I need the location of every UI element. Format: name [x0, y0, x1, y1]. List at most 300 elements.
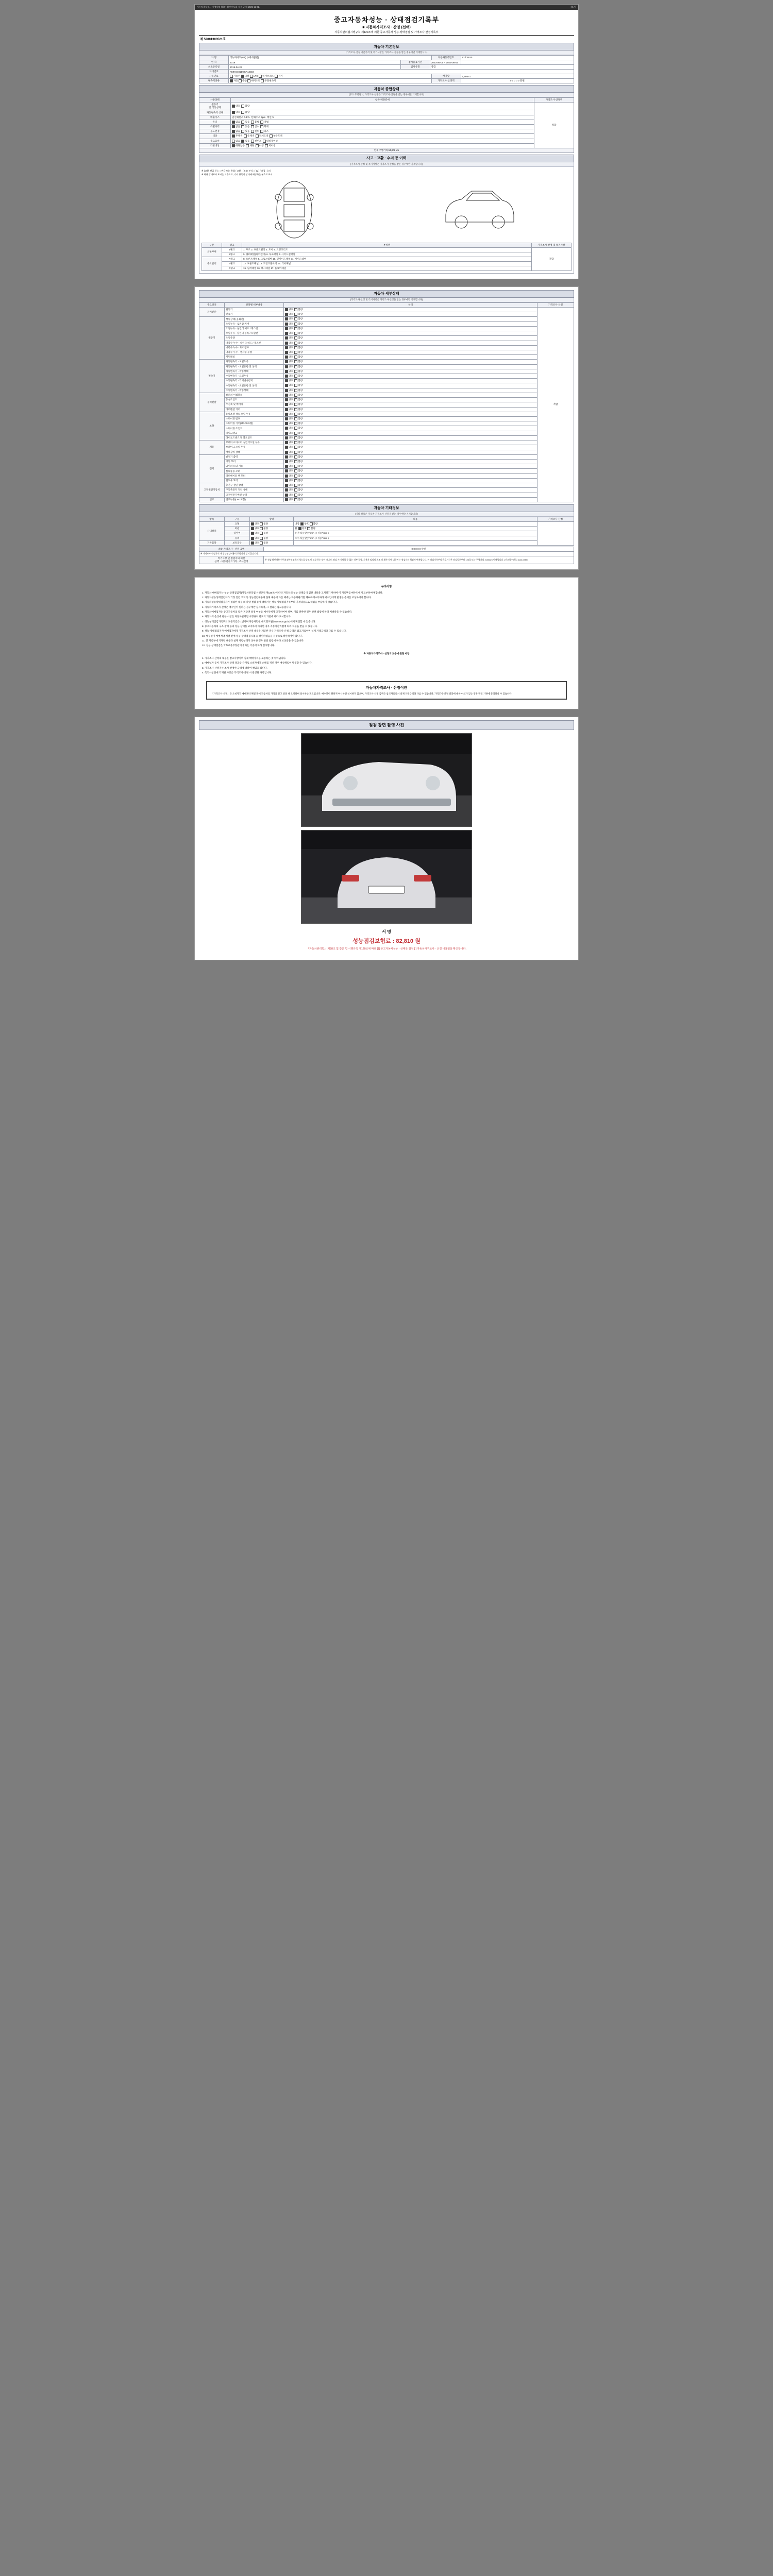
detail-item-state: 양호 불량 [284, 402, 537, 407]
etc-content [294, 540, 537, 545]
checkbox-bad[interactable] [294, 351, 297, 354]
red-box-body: 「가격조사·산정」은 소비자가 매매계약 체결 전에 자동차의 가격을 알고 싶을 때 요청하여 실시하는 제도입니다. 매수인이 원하지 아니하면 실시하지 않으며, 가격조사·산정 금액은 참고자료로서 실제 거래금액과 다를 수 있습니다. 가격조사·산정 결과에 대한 이의가 있는 경우 관련 기관에 문의하실 수 있습니다. [211, 692, 512, 695]
checkbox-good[interactable] [285, 498, 288, 501]
red-box [206, 681, 567, 700]
detail-group-6: 전기 [199, 454, 225, 483]
checkbox-good[interactable] [285, 403, 288, 406]
table-row [199, 407, 574, 412]
opt-yes-8: 해당 [249, 144, 255, 147]
checkbox-trans-state-bad[interactable] [241, 111, 244, 114]
checkbox-bad[interactable] [294, 455, 297, 459]
photo-front [301, 733, 472, 827]
checkbox-bad[interactable] [294, 308, 297, 311]
detail-item-label: 등속조인트 [225, 398, 284, 402]
notice-sub-item-2: 2. 매매업자 등이 가격조사·산정 결과를 근거로 소비자에게 손해를 끼친 경우 배상책임이 발생할 수 있습니다. [202, 662, 313, 665]
window-title-right: [보기] [570, 6, 576, 8]
table-row [199, 398, 574, 402]
checkbox-bad[interactable] [260, 527, 263, 530]
checkbox-tuning-legal[interactable] [260, 121, 263, 124]
etc-sub-label: 유리 [225, 536, 250, 540]
detail-item-state: 양호 불량 [284, 345, 537, 350]
checkbox-bad[interactable] [260, 532, 263, 535]
emission-co: 일산화탄소 [232, 115, 244, 118]
table-row [199, 393, 574, 397]
detail-group-0: 자기진단 [199, 307, 225, 316]
checkbox-good[interactable] [285, 332, 288, 335]
checkbox-good[interactable] [285, 355, 288, 359]
checkbox-bad[interactable] [294, 403, 297, 406]
checkbox-bad[interactable] [294, 394, 297, 397]
detail-group-4: 조향 [199, 412, 225, 440]
checkbox-fuel-gasoline[interactable] [230, 75, 233, 78]
checkbox-good[interactable] [285, 379, 288, 382]
detail-item-label: 오일유량 [225, 336, 284, 341]
total-row-0-opts [231, 103, 534, 110]
etc-content: 휠 양호 불량 [294, 527, 537, 531]
price-label: 최종 가격조사 · 산정 금액 [199, 547, 264, 552]
table-row [199, 312, 574, 317]
checkbox-good[interactable] [285, 370, 288, 373]
confirm-text: 『자동차관리법』 제58조 및 같은 법 시행규칙 제120조에 따라 [1] 중고자동차성능 · 상태를 점검 [ ] 자동차가격조사 · 산정 내용임을 확인합니다. [307, 947, 466, 951]
checkbox-good[interactable] [285, 398, 288, 401]
etc-sub-label: 외관 [225, 527, 250, 531]
checkbox-bad[interactable] [294, 422, 297, 425]
checkbox-good[interactable] [285, 375, 288, 378]
notice-item-10: 11. 본 기록부에 기재된 내용과 실제 차량상태가 상이한 경우 관련 법령에 따라 보상받을 수 있습니다. [202, 639, 305, 642]
notice-item-2: 3. 자동차성능상태점검자가 점검한 내용 외 차량 결함 등에 대해서는 성능·상태점검기록부의 기재내용으로 책임을 부담하지 않습니다. [202, 601, 338, 604]
detail-item-state: 양호 불량 [284, 360, 537, 364]
checkbox-history-fire[interactable] [260, 125, 263, 128]
etc-content: 내장 양호 불량 [294, 521, 537, 526]
checkbox-history-yes[interactable] [241, 125, 244, 128]
checkbox-bad[interactable] [294, 432, 297, 435]
table-row [199, 331, 574, 336]
table-row [199, 421, 574, 426]
bottom-left-label [199, 556, 264, 564]
document-page [0, 4, 773, 960]
notice-item-4: 5. 자동차매매업자는 중고자동차의 압류·저당권 설정 여부를 매수인에게 고지하여야 하며, 이를 위반한 경우 관련 법령에 따라 처벌받을 수 있습니다. [202, 611, 352, 614]
checkbox-good[interactable] [285, 474, 288, 478]
car-name-value: 더뉴파사트(GT) (4세대클럽) [229, 56, 432, 60]
detail-item-state: 양호 불량 [284, 493, 537, 497]
etc-note [537, 521, 574, 545]
checkbox-good-2[interactable] [298, 527, 301, 530]
checkbox-good[interactable] [285, 351, 288, 354]
title-divider [199, 35, 574, 36]
checkbox-bad[interactable] [294, 427, 297, 430]
total-row-8-opts [231, 143, 534, 148]
trans-options [229, 79, 432, 83]
notice-sub-list [202, 652, 571, 675]
section-photo-header: 점검 장면 촬영 사진 [199, 720, 574, 730]
checkbox-bad[interactable] [294, 398, 297, 401]
trans-opt-3: 무단변속기 [264, 79, 276, 82]
checkbox-usage-yes[interactable] [241, 130, 244, 133]
checkbox-good[interactable] [285, 432, 288, 435]
detail-item-state: 양호 불량 [284, 440, 537, 445]
checkbox-good[interactable] [285, 413, 288, 416]
detail-item-label: 추진축 및 베어링 [225, 402, 284, 407]
etc-table [199, 517, 574, 546]
checkbox-tuning-yes[interactable] [241, 121, 244, 124]
checkbox-history-flood[interactable] [251, 125, 254, 128]
fuel-label: 사용연료 [199, 74, 229, 79]
checkbox-bad[interactable] [294, 408, 297, 411]
car-diagram-row [201, 177, 572, 243]
checkbox-bad[interactable] [294, 342, 297, 345]
checkbox-recall-yes[interactable] [246, 144, 249, 147]
checkbox-good[interactable] [285, 360, 288, 363]
checkbox-good[interactable] [285, 465, 288, 468]
checkbox-good[interactable] [285, 427, 288, 430]
checkbox-tuning-none[interactable] [232, 121, 235, 124]
checkbox-bad[interactable] [260, 541, 263, 545]
checkbox-bad[interactable] [294, 336, 297, 340]
checkbox-trans-cvt[interactable] [261, 79, 264, 82]
checkbox-bad[interactable] [294, 360, 297, 363]
checkbox-color-mono[interactable] [232, 134, 235, 138]
checkbox-good[interactable] [285, 488, 288, 492]
etc-head-0: 항목 [199, 517, 225, 521]
detail-item-state: 양호 불량 [284, 364, 537, 369]
detail-item-label: 자동변속기 - 오일누유 [225, 360, 284, 364]
checkbox-bad[interactable] [294, 465, 297, 468]
checkbox-good[interactable] [285, 469, 288, 472]
checkbox-good[interactable] [251, 527, 254, 530]
detail-item-state: 양호 불량 [284, 412, 537, 416]
checkbox-bad-2[interactable] [310, 522, 313, 526]
checkbox-bad[interactable] [260, 537, 263, 540]
inner-rank-1: B랭크 [222, 261, 242, 266]
detail-item-label: 자동변속기 - 오일유량 및 상태 [225, 364, 284, 369]
checkbox-fuel-lpg[interactable] [250, 75, 253, 78]
table-row [199, 450, 574, 454]
etc-state: 양호 불량 [250, 540, 294, 545]
detail-item-label: 자동변속기 - 작동상태 [225, 369, 284, 374]
checkbox-bad[interactable] [294, 474, 297, 478]
notice-list [202, 591, 571, 648]
checkbox-good[interactable] [285, 408, 288, 411]
checkbox-bad[interactable] [294, 375, 297, 378]
table-row [199, 321, 574, 326]
detail-item-label: 동력조향 작동 오일 누유 [225, 412, 284, 416]
checkbox-bad[interactable] [294, 389, 297, 392]
opt-yes-5: 있음 [245, 130, 250, 133]
checkbox-option-navi[interactable] [263, 140, 266, 143]
table-row [199, 531, 574, 536]
fuel-opt-0: 가솔린 [233, 75, 241, 78]
checkbox-bad[interactable] [294, 441, 297, 444]
checkbox-bad[interactable] [294, 488, 297, 492]
opt-legal: 적법 [264, 120, 269, 123]
checkbox-fuel-ev[interactable] [275, 75, 278, 78]
checkbox-bad[interactable] [294, 355, 297, 359]
checkbox-bad[interactable] [294, 370, 297, 373]
checkbox-good-2[interactable] [300, 522, 304, 526]
checkbox-bad[interactable] [294, 417, 297, 420]
detail-head-2: 상태 [284, 302, 537, 307]
detail-item-label: 디퍼렌셜 기어 [225, 407, 284, 412]
checkbox-good[interactable] [251, 532, 254, 535]
accident-head-0: 구분 [202, 243, 222, 247]
trans-opt-1: 수동 [242, 79, 247, 82]
car-diagram-right [441, 179, 518, 241]
checkbox-trans-semi[interactable] [247, 79, 250, 82]
checkbox-good[interactable] [285, 460, 288, 463]
detail-item-state: 양호 불량 [284, 321, 537, 326]
detail-item-state: 양호 불량 [284, 398, 537, 402]
etc-content: 조수석( ) 앞( 7 mm ) / 뒤( 7 mm ) [294, 536, 537, 540]
checkbox-fuel-hybrid[interactable] [259, 75, 262, 78]
total-note-cell: 적합 [534, 103, 574, 148]
opt-lease: 리스 [264, 130, 269, 133]
total-head-1: 항목/해당칸에 [231, 98, 534, 103]
detail-item-label: 작동상태 (공회전) [225, 317, 284, 321]
checkbox-usage-none[interactable] [232, 130, 235, 133]
checkbox-bad[interactable] [294, 327, 297, 330]
etc-state: 양호 불량 [250, 521, 294, 526]
checkbox-color-partial[interactable] [270, 134, 273, 138]
checkbox-good[interactable] [285, 313, 288, 316]
checkbox-bad[interactable] [294, 479, 297, 482]
accident-right-value: 적합 [532, 247, 572, 270]
table-row [199, 369, 574, 374]
checkbox-good[interactable] [285, 394, 288, 397]
table-row [199, 483, 574, 488]
detail-item-state: 양호 불량 [284, 459, 537, 464]
bottom-text: 본 점검 확인내용 단락요정사인정객의 성능을 담보 및 보증하는 것이 아니며, 점검 시 식별할 수 없는 내부 결함, 사용자 임의의 개조 및 훼손 등에 대하여는 점검자의 책임이 면제됩니다. 본 점검기록부의 유효기간은 점검일로부터 120일 또는 주행거리 2,000km 이내입니다. (신고접수번호 1644-0955) [264, 556, 574, 564]
checkbox-option-yes[interactable] [241, 140, 244, 143]
year-value: 2019 [229, 60, 401, 65]
checkbox-bad[interactable] [294, 484, 297, 487]
notice-item-5: 6. 자동차의 손상에 관한 사항은 자동차관리법 시행규칙 별표의 기준에 따라 표시합니다. [202, 615, 292, 618]
checkbox-good[interactable] [285, 484, 288, 487]
checkbox-trans-manual[interactable] [239, 79, 242, 82]
checkbox-bad-2[interactable] [307, 527, 310, 530]
checkbox-tuning-illegal[interactable] [251, 121, 254, 124]
detail-item-state: 양호 불량 [284, 445, 537, 450]
checkbox-color-chroma[interactable] [244, 134, 247, 138]
year-label: 연 식 [199, 60, 229, 65]
table-row [199, 417, 574, 421]
notice-item-6: 7. 성능상태점검기록부의 보존기간은 1년이며 자동차민원 대국민포털(www.ecar.go.kr)에서 확인할 수 있습니다. [202, 620, 316, 623]
checkbox-good[interactable] [251, 541, 254, 545]
checkbox-good[interactable] [285, 451, 288, 454]
checkbox-color-full[interactable] [256, 134, 259, 138]
checkbox-good[interactable] [285, 342, 288, 345]
checkbox-bad[interactable] [294, 346, 297, 349]
opt-illegal: 불법 [254, 120, 259, 123]
checkbox-recall-done[interactable] [256, 144, 259, 147]
section-etc-header: 자동차 기타정보 [199, 504, 574, 512]
total-row-8-name: 리콜대상 [199, 143, 231, 148]
opt-bad: 불량 [245, 105, 250, 108]
checkbox-usage-lease[interactable] [260, 130, 263, 133]
opt-sunroof: 썬루프 [254, 139, 262, 142]
inspection-fee: 성능점검보험료 : 82,810 원 [352, 938, 421, 944]
detail-item-state: 양호 불량 [284, 421, 537, 426]
page-subtitle2: 자동차관리법시행규칙 제120조에 의한 중고자동차 성능·상태점검 및 가격조사·산정기록부 [334, 31, 439, 34]
detail-group-1: 원동기 [199, 317, 225, 360]
table-row [199, 431, 574, 435]
notice-sub-item-0: ※ 자동차가격조사 · 산정의 보증에 관한 사항 [363, 652, 410, 655]
inner-text-0: 8. 프론트패널 9. 크로스멤버 10. 인사이드패널 11. 사이드멤버 [242, 257, 532, 261]
table-row [199, 412, 574, 416]
accident-note-1: ※ (교환, 판금 등) ○ : 판금 또는 용접 / 교환 : ( X ) / 부식 : ( W ) / 흠집 : ( A ) [201, 169, 271, 172]
checkbox-bad[interactable] [294, 498, 297, 501]
checkbox-engine-good[interactable] [232, 105, 235, 108]
accident-right-label: 가격조사·산정 및 특기사항 [532, 243, 572, 247]
total-row-6-opts [231, 134, 534, 139]
checkbox-good[interactable] [285, 479, 288, 482]
table-row [199, 488, 574, 493]
checkbox-bad[interactable] [294, 413, 297, 416]
checkbox-bad[interactable] [294, 446, 297, 449]
detail-item-label: 브레이크 마스터 실린더오일 누유 [225, 440, 284, 445]
checkbox-bad[interactable] [294, 317, 297, 320]
checkbox-bad[interactable] [294, 365, 297, 368]
checkbox-option-none[interactable] [232, 140, 235, 143]
accident-note-2: ※ 하단 상태표시 표시는 기준으로, 기타 항목의 상태에 해당하는 부호로 표시 [201, 173, 273, 176]
checkbox-good[interactable] [285, 308, 288, 311]
detail-item-state: 양호 불량 [284, 473, 537, 478]
notice-item-1: 2. 자동차성능상태점검자가 거짓 점검 고지 등 성능점검내용과 실제 내용이 다를 때에는 자동차관리법 제58조의4에 따라 매수인에게 발생한 손해를 보상하여야 합니다. [202, 596, 372, 599]
checkbox-bad[interactable] [260, 522, 263, 526]
opt-na: 해당없음 [236, 144, 245, 147]
checkbox-good[interactable] [251, 537, 254, 540]
detail-item-state: 양호 불량 [284, 331, 537, 336]
checkbox-good[interactable] [285, 365, 288, 368]
sheet-3 [194, 577, 579, 709]
table-row [199, 440, 574, 445]
checkbox-good[interactable] [285, 436, 288, 439]
checkbox-engine-bad[interactable] [241, 105, 244, 108]
section-accident-sub: (가격조사·산정 및 특기사항은 가격조사·산정을 받는 경우에만 기재합니다) [199, 162, 574, 167]
table-row [199, 435, 574, 440]
checkbox-recall-notdone[interactable] [265, 144, 268, 147]
checkbox-good[interactable] [285, 336, 288, 340]
table-row [199, 473, 574, 478]
detail-state-table [199, 302, 574, 502]
etc-state: 양호 불량 [250, 536, 294, 540]
table-row [199, 459, 574, 464]
checkbox-usage-rent[interactable] [251, 130, 254, 133]
car-name-label: 차 명 [199, 56, 229, 60]
detail-item-label: 오일누유 - 실린더 헤드 / 개스킷 [225, 326, 284, 331]
checkbox-bad[interactable] [294, 379, 297, 382]
detail-group-2: 변속기 [199, 360, 225, 393]
checkbox-good[interactable] [285, 494, 288, 497]
etc-group-basic: 기본품목 [199, 540, 225, 545]
emission-co-val: 0.17L [244, 115, 250, 118]
total-row-7-opts [231, 139, 534, 143]
car-diagram-left [256, 179, 333, 241]
table-row [199, 540, 574, 545]
section-detail-sub: (가격조사·산정 및 특기사항은 가격조사·산정을 받는 경우에만 기재합니다) [199, 298, 574, 302]
checkbox-good[interactable] [285, 446, 288, 449]
emission-smoke: 매연 [266, 115, 272, 118]
total-row-3-name: 튜닝 [199, 120, 231, 124]
detail-item-label: 스티어링 펌프 [225, 417, 284, 421]
checkbox-good[interactable] [285, 384, 288, 387]
checkbox-good[interactable] [285, 455, 288, 459]
checkbox-good[interactable] [285, 389, 288, 392]
detail-head-0: 주요장치 [199, 302, 225, 307]
checkbox-bad[interactable] [294, 323, 297, 326]
type-value: 종합 [430, 65, 574, 70]
signature-label: 서 명 [382, 929, 391, 934]
notice-block [199, 581, 574, 676]
table-row [199, 536, 574, 540]
outer-text-1: 5. 쿼터패널(리어펜더) 6. 루프패널 7. 사이드실패널 [242, 252, 532, 257]
detail-item-label: 시동 모터 [225, 459, 284, 464]
outer-text-0: 1. 후드 2. 프론트팬더 3. 도어 4. 트렁크리드 [242, 247, 532, 252]
total-row-3-opts [231, 120, 534, 124]
checkbox-good[interactable] [285, 327, 288, 330]
detail-item-label: 실내송풍 모터 [225, 469, 284, 473]
etc-head-s: 구분 [225, 517, 250, 521]
checkbox-bad[interactable] [294, 313, 297, 316]
total-row-7-name: 주요옵션 [199, 139, 231, 143]
opt-none-5: 없음 [236, 130, 240, 133]
table-row [199, 469, 574, 473]
checkbox-trans-auto[interactable] [230, 79, 233, 82]
outer-rank-1: 2랭크 [222, 252, 242, 257]
table-row [199, 497, 574, 502]
checkbox-good[interactable] [285, 346, 288, 349]
checkbox-good[interactable] [251, 522, 254, 526]
checkbox-recall-na[interactable] [232, 144, 235, 147]
checkbox-good[interactable] [285, 417, 288, 420]
type-label: 검사유형 [400, 65, 430, 70]
etc-sub-label: 보유공구 [225, 540, 250, 545]
detail-item-state: 양호 불량 [284, 483, 537, 488]
checkbox-history-none[interactable] [232, 125, 235, 128]
checkbox-bad[interactable] [294, 384, 297, 387]
checkbox-bad[interactable] [294, 494, 297, 497]
notice-sub-item-3: 3. 가격조사·산정자는 조사·산정한 금액에 대하여 책임을 집니다. [202, 666, 267, 669]
detail-item-state: 양호 불량 [284, 464, 537, 469]
detail-item-label: 변속기 [225, 312, 284, 317]
detail-item-state: 양호 불량 [284, 417, 537, 421]
checkbox-bad[interactable] [294, 460, 297, 463]
checkbox-fuel-diesel[interactable] [241, 75, 244, 78]
table-row [199, 527, 574, 531]
checkbox-bad[interactable] [294, 451, 297, 454]
etc-content: 운전석( ) 앞( 7 mm ) / 뒤( 7 mm ) [294, 531, 537, 536]
checkbox-bad[interactable] [294, 332, 297, 335]
total-row-5-name: 용도변경 [199, 129, 231, 134]
checkbox-good[interactable] [285, 422, 288, 425]
detail-item-state: 양호 불량 [284, 326, 537, 331]
checkbox-bad[interactable] [294, 469, 297, 472]
notice-sub-item-1: 1. 가격조사·산정의 내용은 참고사항이며 실제 매매가격을 보증하는 것이 아닙니다. [202, 657, 287, 660]
checkbox-good[interactable] [285, 323, 288, 326]
fuel-options [229, 74, 432, 79]
checkbox-trans-state-good[interactable] [232, 111, 235, 114]
checkbox-good[interactable] [285, 317, 288, 320]
checkbox-option-sunroof[interactable] [251, 140, 254, 143]
price-note: ※ 가격조사·산정가격 내 성능점검비용이 포함되어 있지 않습니다. [199, 552, 574, 556]
table-row [199, 350, 574, 354]
emission-hc: 탄화수소 [251, 115, 261, 118]
detail-item-state: 양호 불량 [284, 379, 537, 383]
opt-none-4: 없음 [236, 125, 240, 128]
checkbox-good[interactable] [285, 441, 288, 444]
detail-item-state: 양호 불량 [284, 497, 537, 502]
etc-group-interior: 사내장치 [199, 521, 225, 540]
checkbox-bad[interactable] [294, 436, 297, 439]
